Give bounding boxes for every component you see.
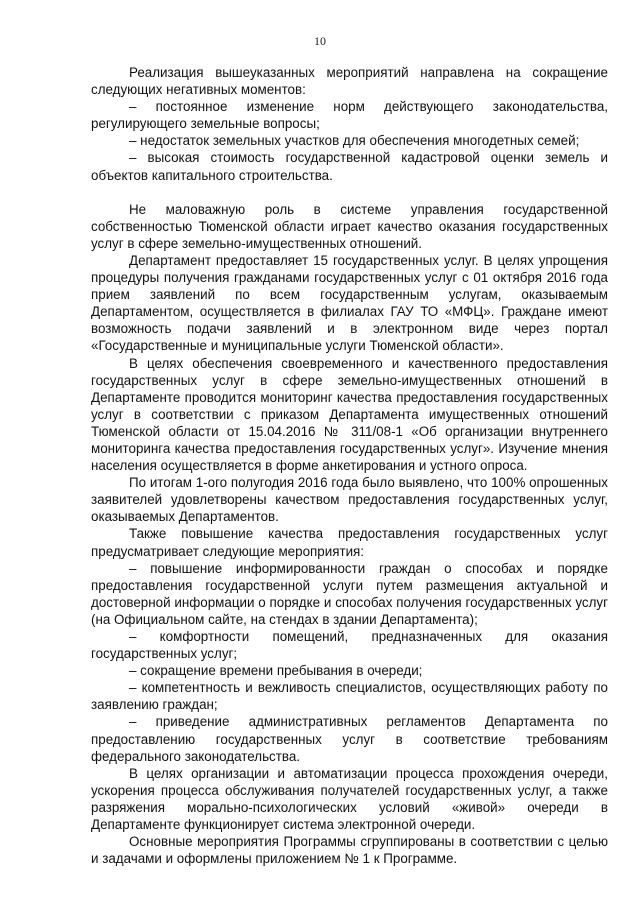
page-number: 10 <box>314 34 326 48</box>
list-item-legislation: – постоянное изменение норм действующего законодательства, регулирующего земельные вопросы; <box>91 99 608 132</box>
list-item-competence: – компетентность и вежливость специалистов, осуществляющих работу по заявлению граждан; <box>91 680 608 713</box>
paragraph-intro: Реализация вышеуказанных мероприятий направлена на сокращение следующих негативных моментов: <box>91 65 608 98</box>
document-body <box>91 64 608 867</box>
paragraph-electronic-queue: В целях организации и автоматизации процесса прохождения очереди, ускорения процесса обслуживания получателей государственных услуг, а также разряжения морально-психологических условий «живой» очереди в Департаменте функционирует система электронной очереди. <box>91 765 608 833</box>
list-item-cadastral-cost: – высокая стоимость государственной кадастровой оценки земель и объектов капитального строительства. <box>91 150 608 183</box>
paragraph-program-measures: Основные мероприятия Программы сгруппированы в соответствии с целью и задачами и оформлены приложением № 1 к Программе. <box>91 834 608 867</box>
paragraph-department-services: Департамент предоставляет 15 государственных услуг. В целях упрощения процедуры получения гражданами государственных услуг с 01 октября 2016 года прием заявлений по всем государственным услугам, оказываемым Департаментом, осуществляется в филиалах ГАУ ТО «МФЦ». Граждане имеют возможность подачи заявлений и в электронном виде через портал «Государственные и муниципальные услуги Тюменской области». <box>91 252 608 354</box>
list-item-comfort: – комфортности помещений, предназначенных для оказания государственных услуг; <box>91 629 608 662</box>
paragraph-survey-results: По итогам 1-ого полугодия 2016 года было выявлено, что 100% опрошенных заявителей удовлетворены качеством предоставления государственных услуг, оказываемых Департаментов. <box>91 475 608 525</box>
list-item-land-shortage: – недостаток земельных участков для обеспечения многодетных семей; <box>129 133 580 149</box>
paragraph-monitoring: В целях обеспечения своевременного и качественного предоставления государственных услуг в сфере земельно-имущественных отношений в Департаменте проводится мониторинг качества предоставления государственных услуг в соответствии с приказом Департамента имущественных отношений Тюменской области от 15.04.2016 № 311/08-1 «Об организации внутреннего мониторинга качества предоставления государственных услуг». Изучение мнения населения осуществляется в форме анкетирования и устного опроса. <box>91 355 608 474</box>
paragraph-measures-intro: Также повышение качества предоставления государственных услуг предусматривает следующие мероприятия: <box>91 526 608 559</box>
list-item-queue-time: – сокращение времени пребывания в очереди; <box>129 663 423 679</box>
list-item-regulations: – приведение административных регламентов Департамента по предоставлению государственных услуг в соответствие требованиям федерального законодательства. <box>91 714 608 764</box>
list-item-awareness: – повышение информированности граждан о способах и порядке предоставления государственной услуги путем размещения актуальной и достоверной информации о порядке и способах получения государственных услуг (на Официальном сайте, на стендах в здании Департамента); <box>91 560 608 627</box>
paragraph-service-quality: Не маловажную роль в системе управления государственной собственностью Тюменской области играет качество оказания государственных услуг в сфере земельно-имущественных отношений. <box>91 201 608 251</box>
